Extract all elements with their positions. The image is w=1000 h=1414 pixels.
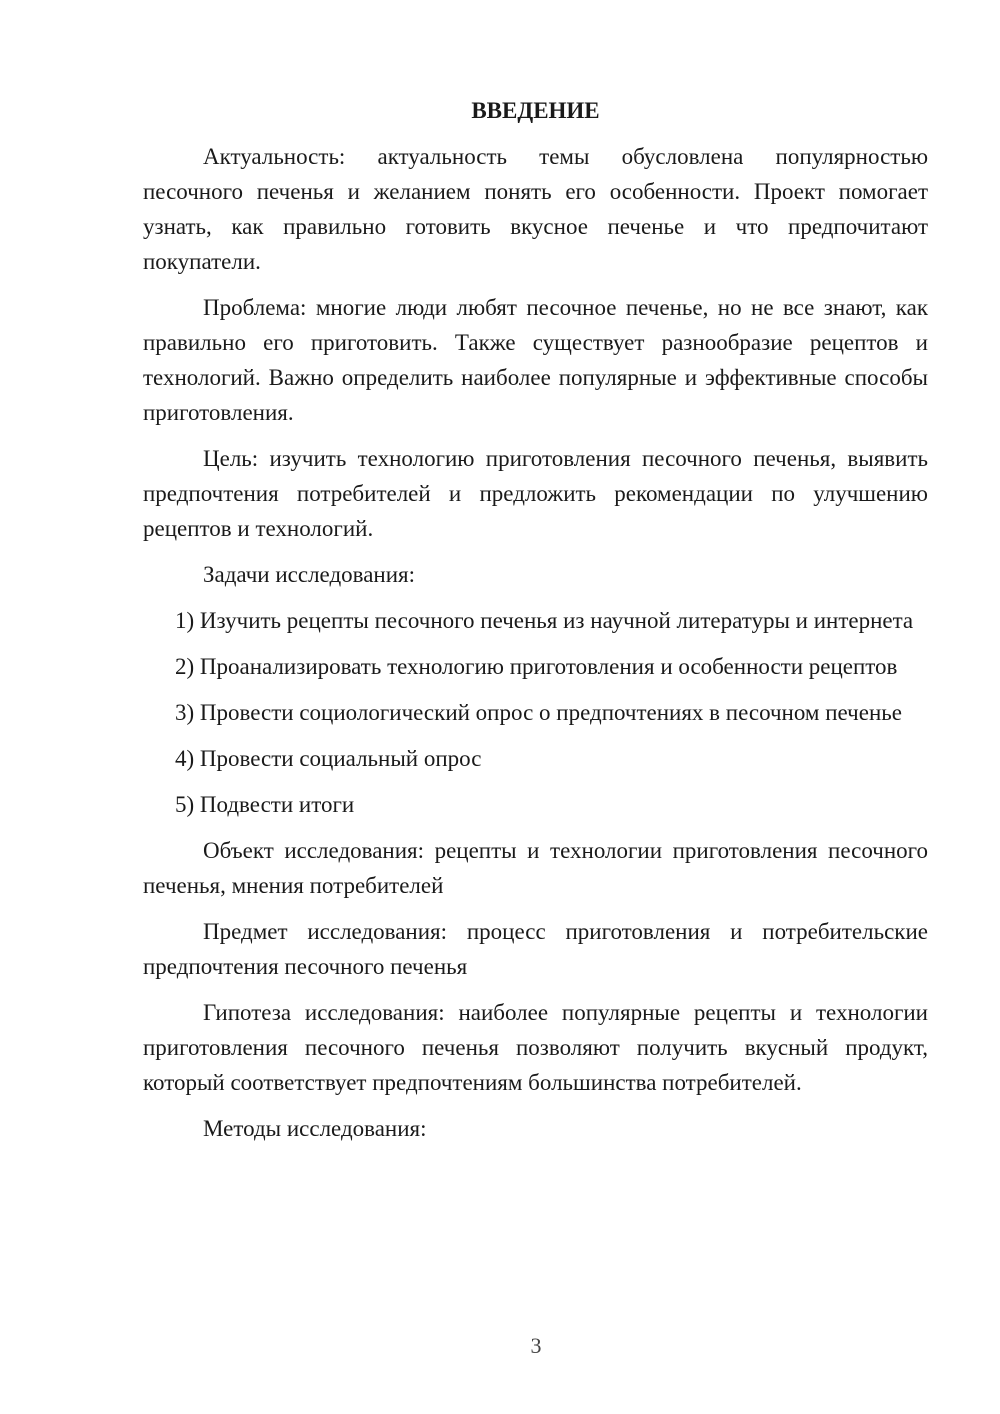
task-item-1: 1) Изучить рецепты песочного печенья из научной литературы и интернета <box>175 608 914 633</box>
methods-heading: Методы исследования: <box>203 1116 427 1141</box>
task-item-5: 5) Подвести итоги <box>175 792 355 817</box>
paragraph-relevance: Актуальность: актуальность темы обусловлена популярностью песочного печенья и желанием понять его особенности. Проект помогает узнать, как правильно готовить вкусное печенье и что предпочитают покупатели. <box>143 144 928 274</box>
page-body <box>143 93 928 1157</box>
paragraph-hypothesis: Гипотеза исследования: наиболее популярные рецепты и технологии приготовления песочного печенья позволяют получить вкусный продукт, который соответствует предпочтениям большинства потребителей. <box>143 1000 928 1095</box>
page-title: ВВЕДЕНИЕ <box>471 98 600 123</box>
task-item-3: 3) Провести социологический опрос о предпочтениях в песочном печенье <box>175 700 902 725</box>
paragraph-problem: Проблема: многие люди любят песочное печенье, но не все знают, как правильно его приготовить. Также существует разнообразие рецептов и технологий. Важно определить наиболее популярные и эффективные способы приготовления. <box>143 295 928 425</box>
tasks-heading: Задачи исследования: <box>203 562 416 587</box>
page-number: 3 <box>530 1333 542 1358</box>
paragraph-goal: Цель: изучить технологию приготовления песочного печенья, выявить предпочтения потребителей и предложить рекомендации по улучшению рецептов и технологий. <box>143 446 928 541</box>
paragraph-subject: Предмет исследования: процесс приготовления и потребительские предпочтения песочного печенья <box>143 919 928 979</box>
paragraph-object: Объект исследования: рецепты и технологии приготовления песочного печенья, мнения потребителей <box>143 838 928 898</box>
task-item-4: 4) Провести социальный опрос <box>175 746 482 771</box>
task-item-2: 2) Проанализировать технологию приготовления и особенности рецептов <box>175 654 898 679</box>
